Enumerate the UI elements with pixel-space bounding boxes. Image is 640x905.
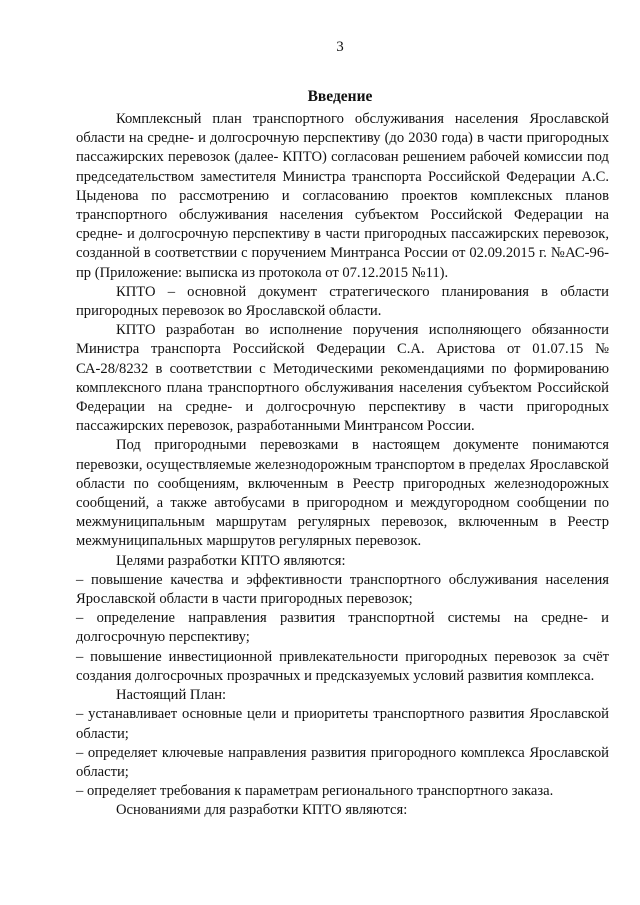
page-number: 3 (336, 39, 344, 55)
paragraph-kpto-definition: КПТО – основной документ стратегического планирования в области пригородных перевозок во Ярославской области. (76, 283, 609, 320)
paragraph-plan-intro: Настоящий План: (116, 687, 227, 704)
paragraph-suburban-transport-definition: Под пригородными перевозками в настоящем документе понимаются перевозки, осуществляемые железнодорожным транспортом в пределах Ярославской области по сообщениям, включенным в Реестр пригородных железнодорожных сообщений, а также автобусами в пригородном и междугородном сообщении по межмуниципальным маршрутам регулярных перевозок, включенным в Реестр межмуниципальных маршрутов регулярных перевозок. (76, 437, 609, 550)
plan-item-goals: – устанавливает основные цели и приоритеты транспортного развития Ярославской области; (76, 706, 609, 742)
paragraph-kpto-developed: КПТО разработан во исполнение поручения исполняющего обязанности Министра транспорта Российской Федерации С.А. Аристова от 01.07.15 № СА-28/8232 в соответствии с Методическими рекомендациями по формированию комплексного плана транспортного обслуживания населения субъектом Российской Федерации на средне- и долгосрочную перспективу в части пригородных пассажирских перевозок, разработанными Минтрансом России. (76, 322, 609, 435)
document-body (76, 110, 609, 821)
paragraph-goals-intro: Целями разработки КПТО являются: (116, 552, 346, 569)
goal-item-quality: – повышение качества и эффективности транспортного обслуживания населения Ярославской области в части пригородных перевозок; (76, 571, 609, 608)
goal-item-investment: – повышение инвестиционной привлекательности пригородных перевозок за счёт создания долгосрочных прозрачных и предсказуемых условий развития комплекса. (76, 648, 609, 684)
plan-item-directions: – определяет ключевые направления развития пригородного комплекса Ярославской области; (76, 744, 609, 780)
paragraph-grounds-intro: Основаниями для разработки КПТО являются: (116, 802, 408, 819)
plan-item-requirements: – определяет требования к параметрам регионального транспортного заказа. (76, 783, 554, 800)
section-heading: Введение (307, 88, 373, 105)
paragraph-plan-approval: Комплексный план транспортного обслуживания населения Ярославской области на средне- и долгосрочную перспективу (до 2030 года) в части пригородных пассажирских перевозок (далее- КПТО) согласован решением рабочей комиссии под председательством заместителя Министра транспорта Российской Федерации А.С. Цыденова по рассмотрению и согласованию проектов комплексных планов транспортного обслуживания населения субъектом Российской Федерации на средне- и долгосрочную перспективу в части пригородных пассажирских перевозок, созданной в соответствии с поручением Минтранса России от 02.09.2015 г. №АС-96-пр (Приложение: выписка из протокола от 07.12.2015 №11). (76, 111, 609, 281)
goal-item-direction: – определение направления развития транспортной системы на средне- и долгосрочную перспективу; (76, 610, 609, 646)
